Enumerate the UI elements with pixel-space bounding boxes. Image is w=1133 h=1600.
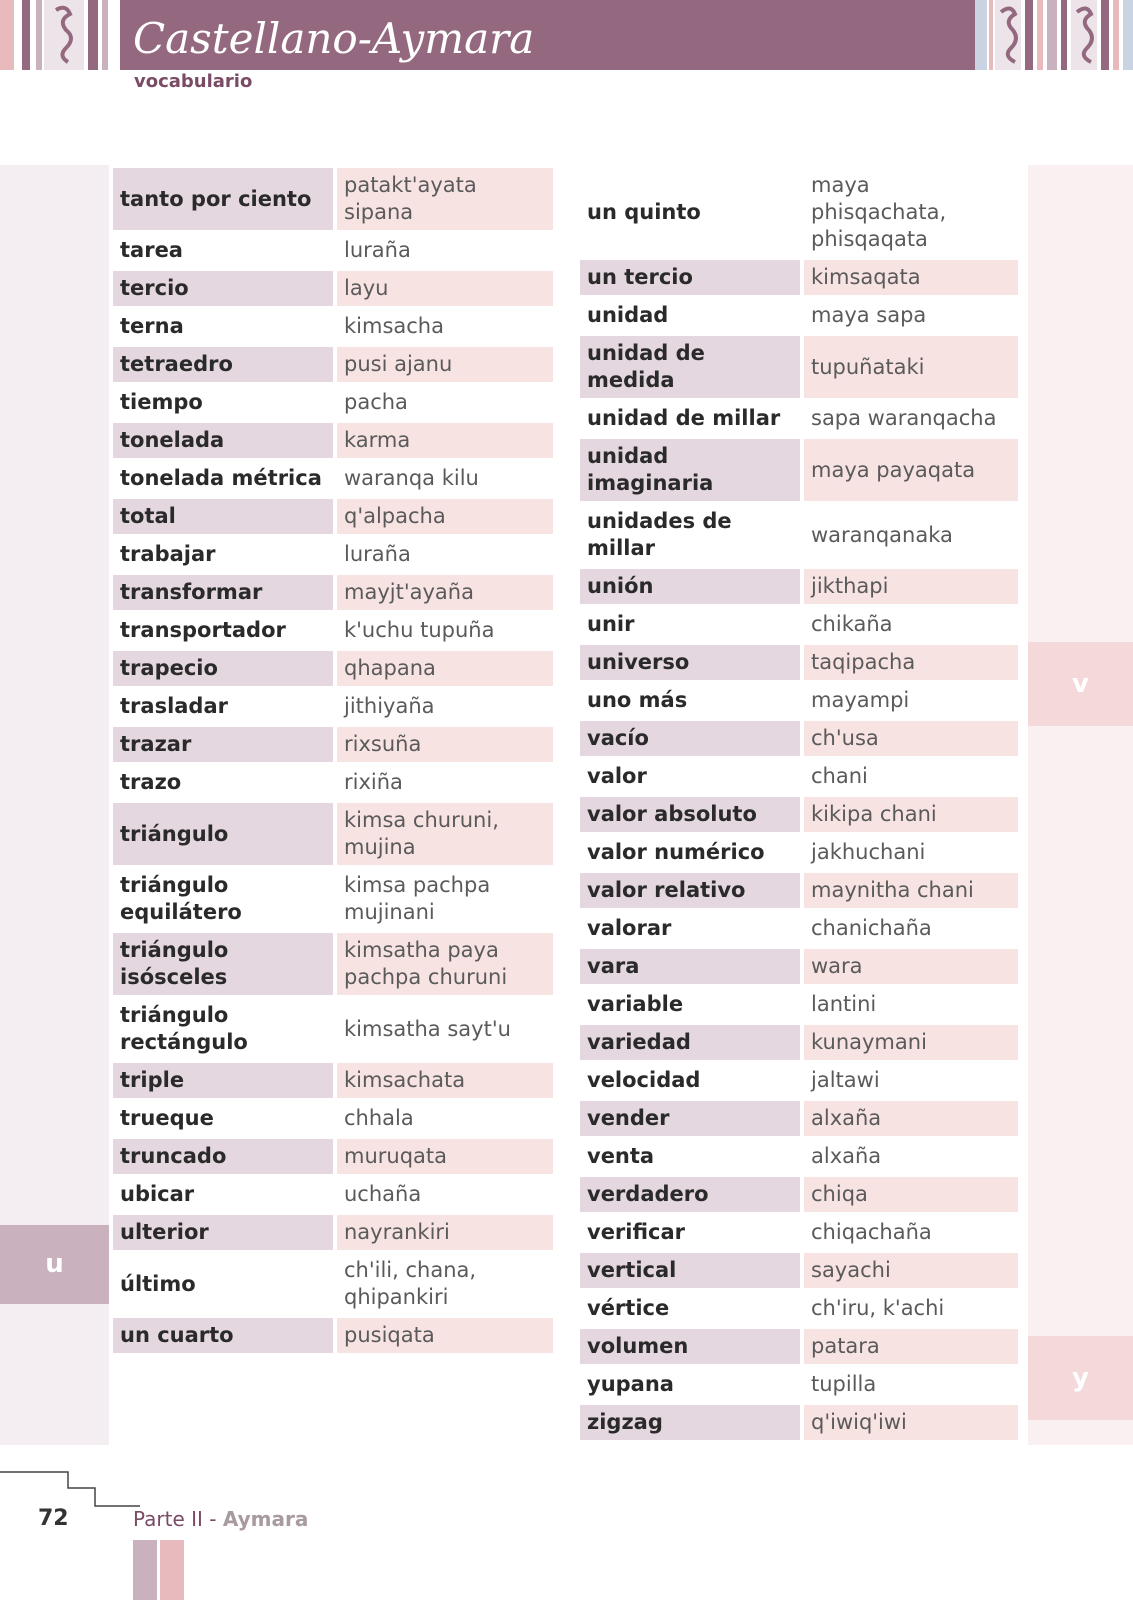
table-row xyxy=(580,1253,1018,1288)
table-row xyxy=(113,309,553,344)
term-aymara: karma xyxy=(337,423,553,458)
term-spanish: tercio xyxy=(113,271,337,306)
table-row xyxy=(113,689,553,724)
term-aymara: jakhuchani xyxy=(811,840,926,864)
table-row xyxy=(580,336,1018,398)
footer-step-line xyxy=(0,1470,140,1510)
term-aymara: maynitha chani xyxy=(804,873,1018,908)
term-spanish: vender xyxy=(580,1101,804,1136)
term-aymara: luraña xyxy=(344,542,411,566)
table-row xyxy=(580,401,1018,436)
table-row xyxy=(113,423,553,458)
table-row xyxy=(580,1367,1018,1402)
term-aymara: kikipa chani xyxy=(804,797,1018,832)
term-spanish: vacío xyxy=(580,721,804,756)
term-spanish: unidad de medida xyxy=(580,336,804,398)
term-spanish: tanto por ciento xyxy=(113,168,337,230)
table-row xyxy=(580,1101,1018,1136)
term-aymara: ch'ili, chana, qhipankiri xyxy=(344,1258,477,1309)
term-aymara: sapa waranqacha xyxy=(811,406,997,430)
term-spanish: unidad xyxy=(580,298,804,333)
term-spanish: universo xyxy=(580,645,804,680)
term-spanish: trueque xyxy=(113,1101,337,1136)
term-aymara: maya sapa xyxy=(811,303,927,327)
term-aymara: wara xyxy=(804,949,1018,984)
term-spanish: zigzag xyxy=(580,1405,804,1440)
term-spanish: vértice xyxy=(580,1291,804,1326)
term-spanish: triángulo rectángulo xyxy=(113,998,337,1060)
table-row xyxy=(580,260,1018,295)
term-spanish: terna xyxy=(113,309,337,344)
footer-bar-pink xyxy=(160,1540,184,1600)
table-row xyxy=(113,933,553,995)
table-row xyxy=(580,949,1018,984)
term-spanish: triple xyxy=(113,1063,337,1098)
term-spanish: unidades de millar xyxy=(580,504,804,566)
term-aymara: pacha xyxy=(344,390,408,414)
term-aymara: pusiqata xyxy=(337,1318,553,1353)
decorative-pattern-right xyxy=(975,0,1133,70)
table-row xyxy=(113,727,553,762)
table-row xyxy=(113,1139,553,1174)
term-spanish: vertical xyxy=(580,1253,804,1288)
footer-part-name: Aymara xyxy=(222,1507,309,1531)
table-row xyxy=(580,1291,1018,1326)
term-spanish: tonelada xyxy=(113,423,337,458)
term-aymara: k'uchu tupuña xyxy=(344,618,495,642)
table-row xyxy=(580,835,1018,870)
table-row xyxy=(113,461,553,496)
term-aymara: q'alpacha xyxy=(337,499,553,534)
footer-part-label xyxy=(133,1507,308,1531)
term-spanish: ulterior xyxy=(113,1215,337,1250)
term-aymara: patara xyxy=(804,1329,1018,1364)
term-spanish: valor relativo xyxy=(580,873,804,908)
page-number: 72 xyxy=(38,1506,69,1531)
table-row xyxy=(580,1215,1018,1250)
page-title: Castellano-Aymara xyxy=(133,14,535,63)
table-row xyxy=(113,271,553,306)
table-row xyxy=(113,613,553,648)
table-row xyxy=(113,1177,553,1212)
term-aymara: chiqa xyxy=(804,1177,1018,1212)
term-aymara: alxaña xyxy=(811,1144,882,1168)
term-aymara: jaltawi xyxy=(811,1068,880,1092)
table-row xyxy=(113,233,553,268)
term-aymara: alxaña xyxy=(804,1101,1018,1136)
term-spanish: trapecio xyxy=(113,651,337,686)
term-aymara: layu xyxy=(337,271,553,306)
term-spanish: tetraedro xyxy=(113,347,337,382)
term-aymara: chikaña xyxy=(811,612,893,636)
term-aymara: kimsaqata xyxy=(804,260,1018,295)
footer-part-prefix: Parte II - xyxy=(133,1507,217,1531)
letter-tab-u: u xyxy=(0,1225,109,1304)
term-aymara: taqipacha xyxy=(804,645,1018,680)
term-spanish: variedad xyxy=(580,1025,804,1060)
letter-tab-y: y xyxy=(1028,1336,1133,1420)
term-spanish: unión xyxy=(580,569,804,604)
term-spanish: un quinto xyxy=(580,168,804,257)
table-row xyxy=(113,1215,553,1250)
table-row xyxy=(580,168,1018,257)
term-aymara: jithiyaña xyxy=(344,694,435,718)
table-row xyxy=(113,499,553,534)
table-row xyxy=(113,651,553,686)
table-row xyxy=(580,504,1018,566)
term-aymara: kunaymani xyxy=(804,1025,1018,1060)
term-spanish: valorar xyxy=(580,911,804,946)
table-row xyxy=(113,1318,553,1353)
term-aymara: sayachi xyxy=(804,1253,1018,1288)
term-aymara: kimsatha paya pachpa churuni xyxy=(337,933,553,995)
table-row xyxy=(113,347,553,382)
term-aymara: maya phisqachata, phisqaqata xyxy=(811,173,947,251)
table-row xyxy=(580,873,1018,908)
term-spanish: valor absoluto xyxy=(580,797,804,832)
term-spanish: tiempo xyxy=(113,385,337,420)
term-spanish: unidad de millar xyxy=(580,401,804,436)
table-row xyxy=(113,1253,553,1315)
vocabulary-table-left xyxy=(113,165,553,1356)
term-spanish: un cuarto xyxy=(113,1318,337,1353)
term-aymara: rixiña xyxy=(344,770,403,794)
term-spanish: yupana xyxy=(580,1367,804,1402)
letter-tab-v: v xyxy=(1028,642,1133,726)
term-aymara: lantini xyxy=(811,992,877,1016)
term-aymara: luraña xyxy=(344,238,411,262)
side-strip-right xyxy=(1028,165,1133,1445)
term-spanish: truncado xyxy=(113,1139,337,1174)
term-aymara: mayampi xyxy=(811,688,910,712)
table-row xyxy=(113,1063,553,1098)
table-row xyxy=(113,537,553,572)
term-spanish: transportador xyxy=(113,613,337,648)
term-spanish: trazo xyxy=(113,765,337,800)
table-row xyxy=(580,911,1018,946)
term-aymara: rixsuña xyxy=(337,727,553,762)
term-aymara: pusi ajanu xyxy=(337,347,553,382)
table-row xyxy=(580,1139,1018,1174)
table-row xyxy=(580,645,1018,680)
term-aymara: kimsatha sayt'u xyxy=(344,1016,511,1041)
table-row xyxy=(580,607,1018,642)
term-spanish: triángulo equilátero xyxy=(113,868,337,930)
term-aymara: q'iwiq'iwi xyxy=(804,1405,1018,1440)
table-row xyxy=(113,868,553,930)
term-aymara: mayjt'ayaña xyxy=(337,575,553,610)
term-spanish: trabajar xyxy=(113,537,337,572)
table-row xyxy=(580,759,1018,794)
vocabulary-table-right xyxy=(580,165,1018,1443)
term-aymara: ch'usa xyxy=(804,721,1018,756)
term-aymara: tupuñataki xyxy=(804,336,1018,398)
table-row xyxy=(113,575,553,610)
term-aymara: jikthapi xyxy=(804,569,1018,604)
term-aymara: chhala xyxy=(344,1106,414,1130)
term-spanish: triángulo xyxy=(113,803,337,865)
table-row xyxy=(580,1329,1018,1364)
term-spanish: trasladar xyxy=(113,689,337,724)
term-aymara: waranqanaka xyxy=(811,522,953,547)
table-row xyxy=(580,569,1018,604)
term-spanish: verificar xyxy=(580,1215,804,1250)
table-row xyxy=(113,765,553,800)
term-spanish: total xyxy=(113,499,337,534)
table-row xyxy=(113,1101,553,1136)
table-row xyxy=(113,168,553,230)
table-row xyxy=(113,803,553,865)
table-row xyxy=(580,1405,1018,1440)
table-row xyxy=(113,385,553,420)
term-aymara: ch'iru, k'achi xyxy=(811,1296,945,1320)
term-spanish: un tercio xyxy=(580,260,804,295)
table-row xyxy=(580,439,1018,501)
table-row xyxy=(580,987,1018,1022)
term-spanish: valor xyxy=(580,759,804,794)
term-aymara: kimsacha xyxy=(344,314,444,338)
term-spanish: venta xyxy=(580,1139,804,1174)
term-spanish: unir xyxy=(580,607,804,642)
term-spanish: transformar xyxy=(113,575,337,610)
table-row xyxy=(580,1025,1018,1060)
term-aymara: muruqata xyxy=(337,1139,553,1174)
term-spanish: velocidad xyxy=(580,1063,804,1098)
term-aymara: qhapana xyxy=(337,651,553,686)
page-subtitle: vocabulario xyxy=(134,71,253,92)
term-aymara: chanichaña xyxy=(811,916,932,940)
decorative-pattern-left xyxy=(0,0,120,70)
term-spanish: variable xyxy=(580,987,804,1022)
term-spanish: vara xyxy=(580,949,804,984)
term-spanish: uno más xyxy=(580,683,804,718)
term-spanish: valor numérico xyxy=(580,835,804,870)
term-aymara: tupilla xyxy=(811,1372,877,1396)
table-row xyxy=(580,683,1018,718)
term-spanish: triángulo isósceles xyxy=(113,933,337,995)
term-spanish: volumen xyxy=(580,1329,804,1364)
table-row xyxy=(113,998,553,1060)
term-aymara: uchaña xyxy=(344,1182,422,1206)
term-aymara: waranqa kilu xyxy=(344,466,479,490)
term-aymara: kimsa churuni, mujina xyxy=(337,803,553,865)
term-aymara: patakt'ayata sipana xyxy=(337,168,553,230)
table-row xyxy=(580,797,1018,832)
term-aymara: nayrankiri xyxy=(337,1215,553,1250)
footer-bar-mauve xyxy=(133,1540,157,1600)
term-aymara: chiqachaña xyxy=(811,1220,932,1244)
table-row xyxy=(580,721,1018,756)
term-aymara: chani xyxy=(811,764,868,788)
term-aymara: kimsachata xyxy=(337,1063,553,1098)
term-spanish: tarea xyxy=(113,233,337,268)
term-spanish: ubicar xyxy=(113,1177,337,1212)
term-aymara: maya payaqata xyxy=(804,439,1018,501)
table-row xyxy=(580,1063,1018,1098)
term-spanish: tonelada métrica xyxy=(113,461,337,496)
term-spanish: verdadero xyxy=(580,1177,804,1212)
table-row xyxy=(580,1177,1018,1212)
term-spanish: trazar xyxy=(113,727,337,762)
term-aymara: kimsa pachpa mujinani xyxy=(344,873,491,924)
term-spanish: último xyxy=(113,1253,337,1315)
term-spanish: unidad imaginaria xyxy=(580,439,804,501)
table-row xyxy=(580,298,1018,333)
